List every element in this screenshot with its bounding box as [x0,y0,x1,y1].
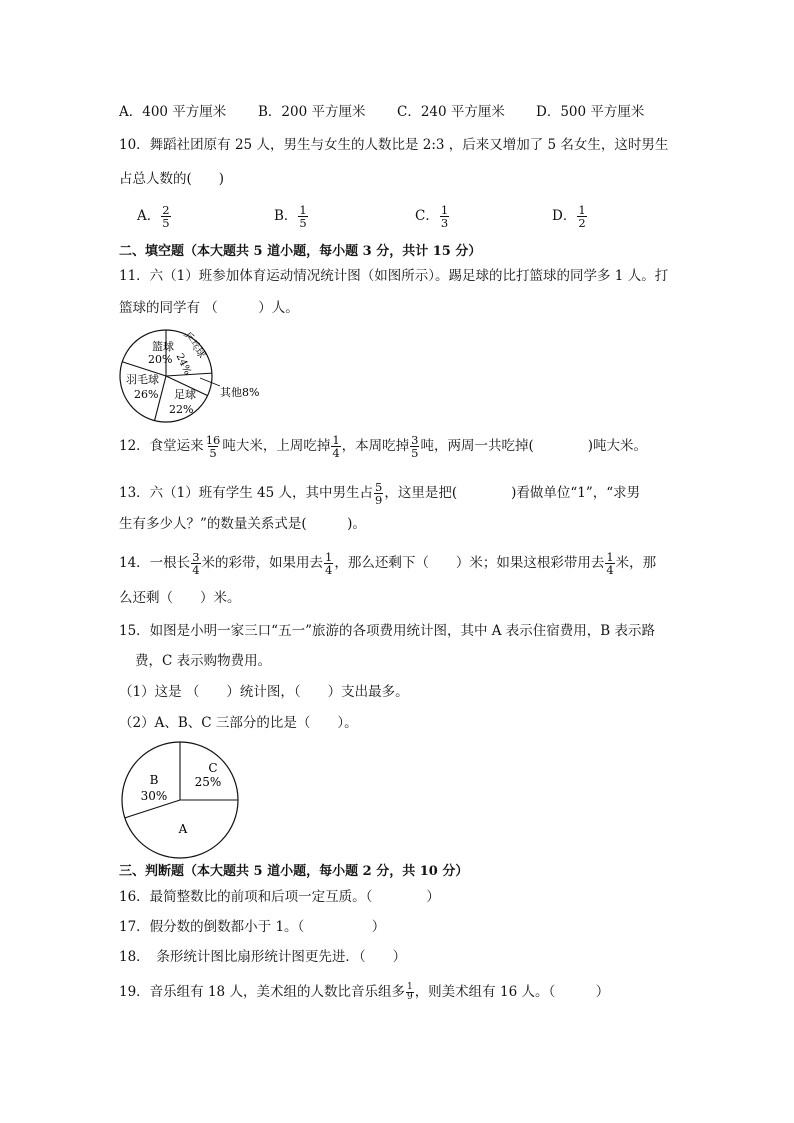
q16-text: 16．最简整数比的前项和后项一定互质。（ ） [119,889,440,905]
q9-option-c: C．240 平方厘米 [397,104,505,120]
q15-text-line1: 15．如图是小明一家三口“五一”旅游的各项费用统计图，其中 A 表示住宿费用，B 表示路 [119,623,656,639]
label-pingpong: 乒乓球 [180,329,208,361]
q11-text-line1: 11．六（1）班参加体育运动情况统计图（如图所示）。踢足球的比打篮球的同学多 1 人。打 [119,268,669,284]
label-pingpong-pct: 24% [173,351,193,377]
q14-text-line2: 么还剩（ ）米。 [119,590,241,606]
q15-text-line2: 费，C 表示购物费用。 [135,653,272,669]
section-fill-in-title: 二、填空题（本大题共 5 道小题，每小题 3 分，共计 15 分） [119,244,482,259]
q15-sub1: （1）这是 （ ）统计图，（ ）支出最多。 [119,684,409,700]
label-c-pct: 25% [194,775,222,789]
q9-options [119,103,644,121]
label-c: C [208,761,218,775]
q12-text: 12．食堂运来 $\frac{16}{5}$ 吨大米，上周吃掉 $\frac{1}{4}$ ，本周吃掉 $\frac{3}{5}$ 吨，两周一共吃掉( )吨大米。 [119,433,648,460]
travel-cost-pie-chart [117,738,243,862]
label-badminton: 羽毛球 [126,373,159,386]
label-football-pct: 22% [169,403,194,416]
q9-option-d: D．500 平方厘米 [536,104,645,120]
label-football: 足球 [174,388,196,401]
q10-option-d: D． $\frac{1}{2}$ [552,203,586,230]
q11-text-line2: 篮球的同学有 （ ）人。 [119,300,299,316]
q14-text-line1: 14．一根长 $\frac{3}{4}$ 米的彩带，如果用去 $\frac{1}{4}$ ，那么还剩下（ ）米；如果这根彩带用去 $\frac{1}{4}$ 米，那 [119,550,657,577]
q19-text: 19．音乐组有 18 人，美术组的人数比音乐组多 $\frac{1}{9}$ ，则美术组有 16 人。（ ） [119,982,610,1002]
q15-sub2: （2）A、B、C 三部分的比是（ ）。 [119,715,358,731]
label-b-pct: 30% [140,789,168,803]
q17-text: 17．假分数的倒数都小于 1。（ ） [119,919,386,935]
q10-options [137,204,588,229]
q13-text-line2: 生有多少人？”的数量关系式是( )。 [119,516,366,532]
label-basketball: 篮球 [152,340,174,353]
q13-text-line1: 13．六（1）班有学生 45 人，其中男生占 $\frac{5}{9}$ ，这里是把( )看做单位“1”，“求男 [119,480,641,507]
label-b: B [149,773,159,787]
travel-cost-pie-slices [122,742,238,858]
q9-option-a: A．400 平方厘米 [119,104,227,120]
q18-text: 18． 条形统计图比扇形统计图更先进．（ ） [119,949,407,965]
q10-text-line2: 占总人数的( ) [119,171,225,187]
q10-text-line1: 10．舞蹈社团原有 25 人，男生与女生的人数比是 2:3 ，后来又增加了 5 名女生，这时男生 [119,137,669,153]
section-true-false-title: 三、判断题（本大题共 5 道小题，每小题 2 分，共 10 分） [119,864,469,879]
label-a: A [178,822,188,836]
label-badminton-pct: 26% [134,388,159,401]
sports-pie-chart [118,326,278,426]
q9-option-b: B．200 平方厘米 [258,104,366,120]
label-other: 其他8% [220,386,260,399]
label-basketball-pct: 20% [148,353,173,366]
q10-option-a: A． $\frac{2}{5}$ [137,203,170,230]
q10-option-b: B． $\frac{1}{5}$ [274,203,307,230]
q10-option-c: C． $\frac{1}{3}$ [415,203,449,230]
